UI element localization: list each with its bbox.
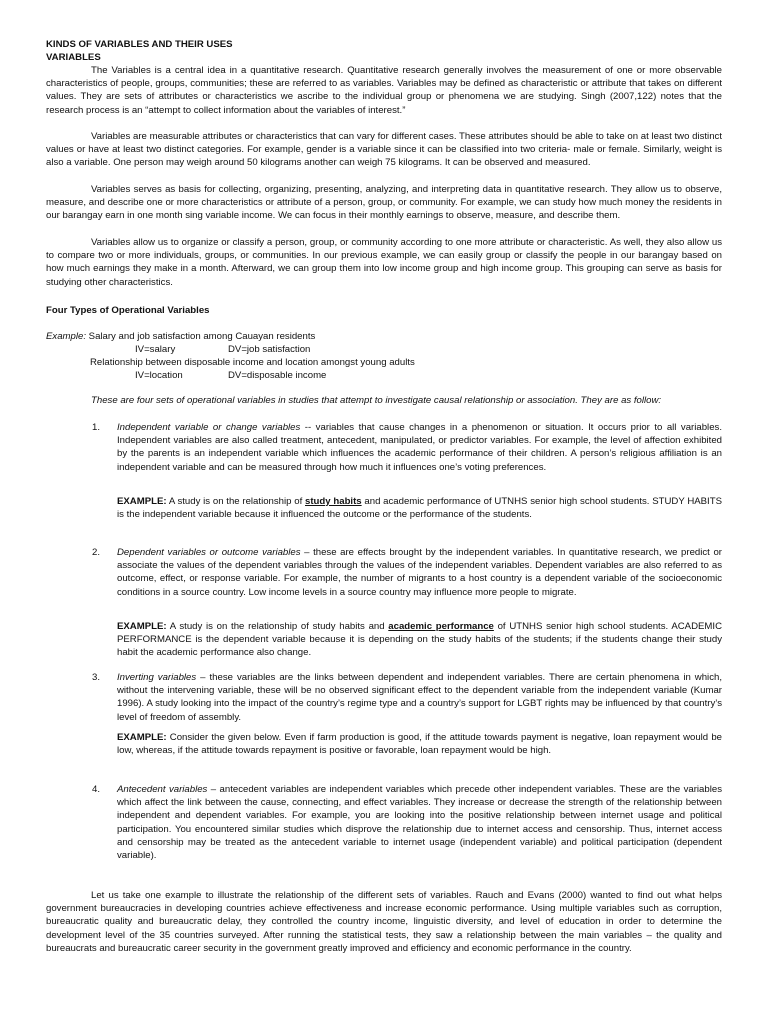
type-2-definition	[117, 546, 722, 599]
type-number-4: 4.	[92, 784, 101, 795]
type-3-definition	[117, 671, 722, 724]
section-title-variables: VARIABLES	[46, 52, 101, 63]
example-dv-2: DV=disposable income	[228, 370, 327, 381]
section-heading-operational-variables: Four Types of Operational Variables	[46, 305, 210, 316]
example-text-1: Salary and job satisfaction among Cauayan residents	[86, 331, 316, 342]
type-2-example-highlight: academic performance	[388, 621, 494, 632]
type-1-term: Independent variable or change variables	[117, 422, 301, 433]
type-2-example-post: of UTNHS senior high school students. ACADEMIC PERFORMANCE is the dependent variable because it is depending on the study habits of the students; if the students change their study habit the academic performance also change.	[117, 621, 722, 659]
type-number-3: 3.	[92, 672, 101, 683]
type-1-example-post: and academic performance of UTNHS senior high school students. STUDY HABITS is the independent variable because it influenced the outcome or the performance of the students.	[117, 496, 722, 521]
intro-paragraph-3: Variables serves as basis for collecting, organizing, presenting, analyzing, and interpreting data in quantitative research. They allow us to observe, measure, and describe one or more characteristics or attribute of a person, group, or community. For example, we can study how much money the residents in our barangay earn in one month sing variable income. We can focus in their monthly earnings to observe, measure, and describe them.	[46, 184, 722, 222]
type-2-description: – these are effects brought by the independent variables. In quantitative research, we predict or associate the values of the dependent variables through the values of the independent variables. Dependent variables are also referred to as outcome, effect, or response variable. For example, the number of migrants to a host country is a dependent variable of the socioeconomic conditions in a source country. Low income levels in a source country may influence more people to migrate.	[117, 547, 722, 598]
example-line-2: Relationship between disposable income and location amongst young adults	[90, 357, 415, 368]
type-1-definition	[117, 421, 722, 474]
type-1-description: -- variables that cause changes in a phenomenon or situation. It occurs prior to all variables. Independent variables are also called treatment, antecedent, manipulated, or predictor variables. For example, the level of affection exhibited by the parents is an independent variable which influences the academic performance of their children. A person’s religious affiliation is an independent variable and can be measured through how much it influences one’s voting preferences.	[117, 422, 722, 473]
type-2-term: Dependent variables or outcome variables	[117, 547, 301, 558]
type-3-term: Inverting variables	[117, 672, 197, 683]
example-dv-1: DV=job satisfaction	[228, 344, 311, 355]
example-iv-2: IV=location	[135, 370, 183, 381]
type-3-example-label: EXAMPLE:	[117, 732, 167, 743]
type-4-term: Antecedent variables	[117, 784, 208, 795]
type-2-example	[117, 620, 722, 660]
types-intro: These are four sets of operational variables in studies that attempt to investigate causal relationship or association. They are as follow:	[91, 395, 662, 406]
type-number-1: 1.	[92, 422, 101, 433]
intro-paragraph-1: The Variables is a central idea in a quantitative research. Quantitative research generally involves the measurement of one or more observable characteristics of people, groups, communities; these are referred to as variables. Variables may be defined as characteristic or attribute that takes on different values. They are sets of attributes or characteristics we ascribe to the individual group or phenomena we are studying. Singh (2007,122) notes that the research process is an “attempt to collect information about the variables of interest.”	[46, 65, 722, 116]
type-3-description: – these variables are the links between dependent and independent variables. There are certain phenomena in which, without the intervening variable, these will be no observed significant effect to the dependent variable from the independent variable (Kumar 1996). A study looking into the impact of the country’s regime type and a country’s support for LGBT rights may be influenced by that country’s level of freedom of assembly.	[117, 672, 722, 723]
document-title: KINDS OF VARIABLES AND THEIR USES	[46, 39, 233, 50]
type-1-example-pre: A study is on the relationship of	[166, 496, 306, 507]
type-2-example-pre: A study is on the relationship of study habits and	[166, 621, 389, 632]
type-number-2: 2.	[92, 547, 101, 558]
type-4-description: – antecedent variables are independent variables which precede other independent variables. These are the variables which affect the link between the cause, connecting, and effect variables. They increase or decrease the strength of the relationship between independent and dependent variables. For example, you are looking into the positive relationship between internet usage and political participation. You encountered similar studies which disprove the relationship due to internet access and censorship. Thus, internet access and censorship may be treated as the antecedent variable to internet usage (independent variable) and political participation (dependent variable).	[117, 784, 722, 862]
type-1-example-highlight: study habits	[305, 496, 362, 507]
type-2-example-label: EXAMPLE:	[117, 621, 167, 632]
example-label: Example:	[46, 331, 86, 342]
type-3-example-pre: Consider the given below. Even if farm production is good, if the attitude towards payment is negative, loan repayment would be low, whereas, if the attitude towards repayment is positive or favorable, loan repayment would be high.	[117, 732, 722, 757]
example-line-1	[46, 330, 315, 343]
type-4-definition	[117, 783, 722, 862]
intro-paragraph-2: Variables are measurable attributes or characteristics that can vary for different cases. These attributes should be able to take on at least two distinct values or have at least two distinct categories. For example, gender is a variable since it can be classified into two criteria- male or female. Similarly, weight is also a variable. One person may weigh around 50 kilograms another can weigh 75 kilograms. It can be observed and measured.	[46, 131, 722, 169]
example-iv-1: IV=salary	[135, 344, 176, 355]
closing-paragraph: Let us take one example to illustrate the relationship of the different sets of variables. Rauch and Evans (2000) wanted to find out what helps government bureaucracies in developing countries achieve effectiveness and increase economic performance. Using multiple variables such as corruption, bureaucratic quality and bureaucratic delay, they controlled the country income, linguistic diversity, and level of education in order to determine the development level of the 35 countries surveyed. After running the statistical tests, they saw a relationship between the main variables – the quality and bureaucrats and bureaucratic career security in the government greatly improved and efficiency and economic performance in the country.	[46, 890, 722, 954]
type-1-example	[117, 495, 722, 521]
intro-paragraph-4: Variables allow us to organize or classify a person, group, or community according to one more attribute or characteristic. As well, they also allow us to compare two or more individuals, groups, or communities. In our previous example, we can easily group or classify the people in our barangay based on how much earnings they make in a month. Afterward, we can group them into low income group and high income group. This grouping can serve as basis for studying other characteristics.	[46, 237, 722, 288]
type-1-example-label: EXAMPLE:	[117, 496, 167, 507]
type-3-example	[117, 731, 722, 757]
